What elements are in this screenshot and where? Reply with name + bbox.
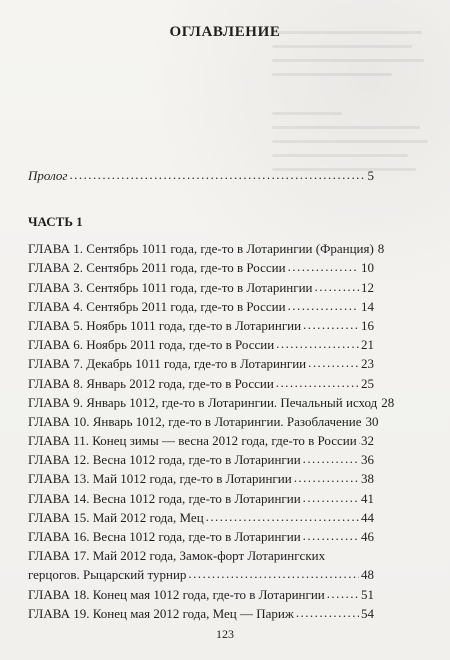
toc-entry-17-line-2 [28, 565, 374, 584]
toc-entry-label: ГЛАВА 14. Весна 1012 года, где-то в Лотарингии [28, 490, 301, 506]
toc-entry-6 [28, 335, 374, 354]
toc-entry-label: ГЛАВА 18. Конец мая 1012 года, где-то в Лотарингии [28, 586, 325, 602]
dot-leader [303, 449, 359, 468]
toc-entry-page: 36 [361, 452, 374, 468]
toc-entry-page: 14 [361, 298, 374, 314]
toc-entry-1 [28, 239, 385, 258]
toc-entry-15 [28, 508, 374, 527]
toc-entry-page: 54 [361, 605, 374, 621]
toc-entry-label: ГЛАВА 5. Ноябрь 1011 года, где-то в Лотарингии [28, 317, 302, 333]
dot-leader [288, 257, 359, 276]
toc-entry-label: ГЛАВА 4. Сентябрь 2011 года, где-то в России [28, 298, 286, 314]
toc-entry-10 [28, 412, 379, 431]
toc-entry-7 [28, 354, 374, 373]
part-heading: ЧАСТЬ 1 [28, 214, 83, 230]
toc-entry-17-line-1: ГЛАВА 17. Май 2012 года, Замок-форт Лотарингских [28, 548, 326, 564]
toc-entry-prolog [28, 166, 374, 185]
dot-leader [315, 277, 360, 296]
toc-entry-14 [28, 489, 374, 508]
dot-leader [327, 584, 359, 603]
dot-leader [288, 296, 359, 315]
toc-entry-3 [28, 278, 374, 297]
toc-entry-page: 44 [361, 509, 374, 525]
page-title: ОГЛАВЛЕНИЕ [169, 24, 281, 40]
toc-entry-label: ГЛАВА 2. Сентябрь 2011 года, где-то в России [28, 260, 286, 276]
toc-entry-label: ГЛАВА 6. Ноябрь 2011 года, где-то в России [28, 337, 275, 353]
toc-entry-page: 28 [381, 394, 395, 410]
toc-entry-label: ГЛАВА 7. Декабрь 1011 года, где-то в Лотарингии [28, 356, 307, 372]
toc-entry-5 [28, 316, 374, 335]
toc-entry-page: 32 [361, 433, 374, 449]
dot-leader [308, 353, 359, 372]
toc-entry-label: ГЛАВА 12. Весна 1012 года, где-то в Лотарингии [28, 452, 301, 468]
dot-leader [276, 373, 359, 392]
toc-entry-label: ГЛАВА 1. Сентябрь 1011 года, где-то в Лотарингии (Франция) [28, 241, 374, 257]
toc-entry-label: ГЛАВА 15. Май 2012 года, Мец [28, 509, 204, 525]
toc-entry-page: 48 [361, 567, 374, 583]
dot-leader [303, 488, 359, 507]
toc-entry-label: ГЛАВА 10. Январь 1012, где-то в Лотарингии. Разоблачение [28, 413, 362, 429]
toc-entry-page: 21 [361, 337, 374, 353]
dot-leader [206, 507, 359, 526]
toc-entry-9 [28, 393, 395, 412]
toc-entry-8 [28, 374, 374, 393]
toc-entry-4 [28, 297, 374, 316]
toc-entry-page: 51 [361, 586, 374, 602]
toc-entry-page: 10 [361, 260, 374, 276]
toc-entry-page: 25 [361, 375, 374, 391]
toc-entry-11 [28, 431, 374, 450]
toc-entry-page: 41 [361, 490, 374, 506]
toc-entry-label: ГЛАВА 13. Май 1012 года, где-то в Лотарингии [28, 471, 292, 487]
table-of-contents [28, 166, 395, 623]
dot-leader [294, 468, 359, 487]
toc-entry-label: Пролог [28, 168, 68, 183]
toc-entry-label: герцогов. Рыцарский турнир [28, 567, 187, 583]
toc-entry-label: ГЛАВА 11. Конец зимы — весна 2012 года, где-то в России [28, 433, 357, 449]
toc-entry-label: ГЛАВА 9. Январь 1012, где-то в Лотарингии. Печальный исход [28, 394, 378, 410]
toc-entry-2 [28, 258, 374, 277]
toc-entry-label: ГЛАВА 3. Сентябрь 1011 года, где-то в Лотарингии [28, 279, 313, 295]
dot-leader [296, 603, 359, 622]
toc-entry-page: 30 [365, 413, 379, 429]
toc-entry-label: ГЛАВА 16. Весна 1012 года, где-то в Лотарингии [28, 529, 301, 544]
dot-leader [188, 564, 359, 583]
dot-leader [303, 315, 359, 334]
toc-entry-13 [28, 469, 374, 488]
dot-leader [69, 165, 365, 184]
toc-entry-18 [28, 585, 374, 604]
toc-entry-12 [28, 450, 374, 469]
toc-entry-page: 5 [367, 168, 374, 183]
page-number: 123 [216, 627, 234, 641]
toc-entry-page: 8 [377, 241, 385, 257]
toc-entry-page: 12 [361, 279, 374, 295]
dot-leader [276, 334, 359, 353]
toc-entry-16 [28, 527, 374, 546]
toc-entry-page: 16 [361, 317, 374, 333]
toc-entry-page: 38 [361, 471, 374, 487]
toc-entry-label: ГЛАВА 19. Конец мая 2012 года, Мец — Париж [28, 605, 294, 621]
toc-entry-page: 23 [361, 356, 374, 372]
dot-leader [303, 526, 359, 545]
toc-entry-19 [28, 604, 374, 623]
toc-entry-page: 46 [361, 529, 374, 544]
toc-entry-label: ГЛАВА 8. Январь 2012 года, где-то в России [28, 375, 274, 391]
